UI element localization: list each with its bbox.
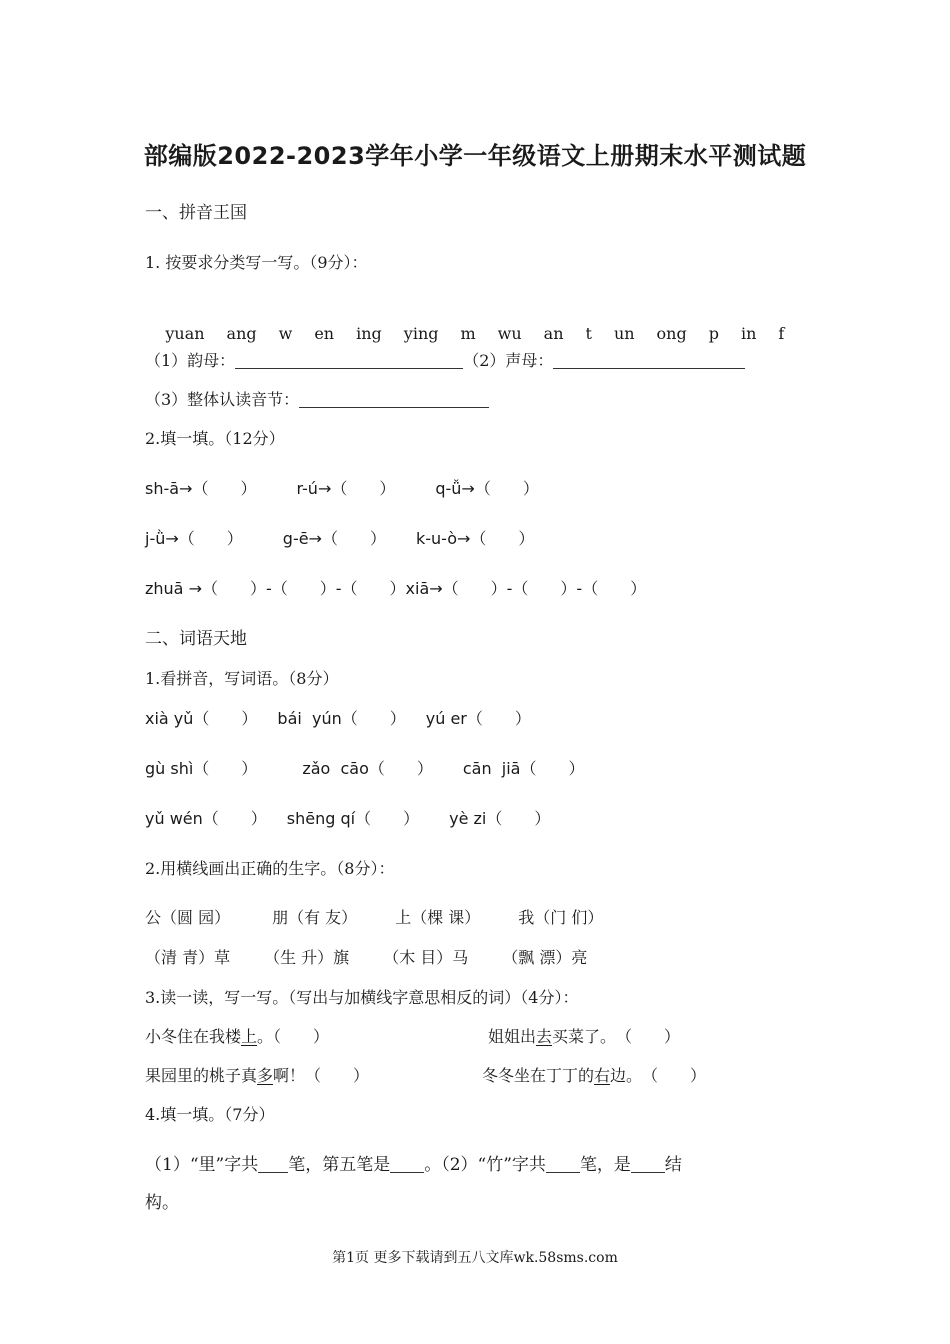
word-item: gù shì（ ） bbox=[145, 759, 258, 778]
question-prompt: 4.填一填。（7分） bbox=[145, 1105, 275, 1124]
pinyin-item: yuan bbox=[165, 324, 205, 343]
char-choice-row bbox=[145, 947, 587, 969]
char-choice[interactable]: 公（圆 园） bbox=[145, 908, 231, 927]
antonym-item bbox=[488, 1026, 680, 1048]
fill-item: sh-ā→（ ） bbox=[145, 479, 257, 498]
word-row bbox=[145, 708, 531, 730]
pinyin-item: un bbox=[613, 324, 635, 343]
pinyin-item: t bbox=[585, 324, 592, 343]
pinyin-item: en bbox=[314, 324, 335, 343]
pinyin-item: an bbox=[543, 324, 564, 343]
char-choice[interactable]: 朋（有 友） bbox=[272, 908, 358, 927]
pinyin-item: f bbox=[778, 324, 785, 343]
sentence-text: 笔，是 bbox=[579, 1155, 631, 1175]
sentence-text: 结 bbox=[664, 1155, 682, 1175]
fill-item: j-ǜ→（ ） bbox=[145, 529, 243, 548]
word-item: xià yǔ（ ） bbox=[145, 709, 258, 728]
fifth-stroke-blank[interactable] bbox=[390, 1156, 424, 1173]
antonym-item bbox=[145, 1065, 369, 1087]
word-item: cān jiā（ ） bbox=[462, 759, 585, 778]
char-choice[interactable]: （清 青）草 bbox=[145, 948, 231, 967]
zhengti-label: （3）整体认读音节： bbox=[145, 390, 300, 409]
pinyin-item: in bbox=[740, 324, 757, 343]
section-heading-words: 二、词语天地 bbox=[145, 629, 247, 649]
fill-item: q-ǚ→（ ） bbox=[435, 479, 539, 498]
fill-item: k-u-ò→（ ） bbox=[415, 529, 535, 548]
char-choice[interactable]: （飘 漂）亮 bbox=[502, 948, 588, 967]
fill-item: g-ē→（ ） bbox=[282, 529, 386, 548]
sentence-text: 果园里的桃子真 bbox=[145, 1066, 258, 1085]
fill-item: r-ú→（ ） bbox=[296, 479, 396, 498]
antonym-item bbox=[482, 1065, 706, 1087]
underlined-char: 多 bbox=[257, 1066, 274, 1085]
antonym-item bbox=[145, 1026, 329, 1048]
shengmu-label: （2）声母： bbox=[463, 351, 554, 370]
question-prompt: 1. 按要求分类写一写。（9分）： bbox=[145, 253, 368, 272]
pinyin-item: ong bbox=[656, 324, 687, 343]
char-choice[interactable]: （生 升）旗 bbox=[264, 948, 350, 967]
structure-blank[interactable] bbox=[631, 1156, 665, 1173]
pinyin-item: w bbox=[278, 324, 293, 343]
stroke-count-blank[interactable] bbox=[258, 1156, 288, 1173]
fill-row: zhuā →（ ）-（ ）-（ ）xiā→（ ）-（ ）-（ ） bbox=[145, 579, 647, 598]
char-choice[interactable]: （木 目）马 bbox=[383, 948, 469, 967]
pinyin-item: m bbox=[460, 324, 476, 343]
page-title: 部编版2022-2023学年小学一年级语文上册期末水平测试题 bbox=[143, 142, 807, 170]
word-item: yǔ wén（ ） bbox=[145, 809, 267, 828]
question-prompt: 2.用横线画出正确的生字。（8分）： bbox=[145, 859, 395, 878]
sentence-text: 。（2）“竹”字共 bbox=[424, 1155, 546, 1175]
question-prompt: 3.读一读，写一写。（写出与加横线字意思相反的词）（4分）： bbox=[145, 988, 579, 1007]
word-item: shēng qí（ ） bbox=[286, 809, 420, 828]
stroke-count-blank-2[interactable] bbox=[546, 1156, 580, 1173]
underlined-char: 上 bbox=[241, 1027, 258, 1046]
word-row bbox=[145, 758, 585, 780]
question-prompt: 2.填一填。（12分） bbox=[145, 429, 285, 448]
pinyin-item: wu bbox=[497, 324, 522, 343]
sentence-text: 小冬住在我楼 bbox=[145, 1027, 242, 1046]
pinyin-item: p bbox=[708, 324, 719, 343]
pinyin-item: ying bbox=[403, 324, 439, 343]
shengmu-answer-blank[interactable] bbox=[553, 352, 745, 369]
answer-row-2 bbox=[145, 389, 489, 411]
word-row bbox=[145, 808, 550, 830]
char-choice[interactable]: 上（棵 课） bbox=[395, 908, 481, 927]
fill-stroke-row-cont: 构。 bbox=[145, 1193, 179, 1213]
answer-row-1 bbox=[145, 350, 745, 372]
sentence-text: 笔，第五笔是 bbox=[288, 1155, 391, 1175]
sentence-text: 啊！（ ） bbox=[273, 1066, 370, 1085]
sentence-text: 买菜了。 （ ） bbox=[552, 1027, 681, 1046]
section-heading-pinyin: 一、拼音王国 bbox=[145, 203, 247, 223]
page-footer: 第1页 更多下载请到五八文库wk.58sms.com bbox=[332, 1250, 618, 1266]
yunmu-label: （1）韵母： bbox=[145, 351, 236, 370]
sentence-text: 姐姐出 bbox=[488, 1027, 537, 1046]
sentence-text: 边。 （ ） bbox=[610, 1066, 707, 1085]
underlined-char: 去 bbox=[536, 1027, 553, 1046]
word-item: zǎo cāo（ ） bbox=[302, 759, 433, 778]
fill-row bbox=[145, 528, 534, 550]
pinyin-item: ang bbox=[226, 324, 257, 343]
word-item: yè zi（ ） bbox=[449, 809, 551, 828]
fill-row bbox=[145, 478, 539, 500]
pinyin-item: ing bbox=[356, 324, 382, 343]
underlined-char: 右 bbox=[594, 1066, 611, 1085]
fill-stroke-row bbox=[145, 1154, 682, 1176]
char-choice-row bbox=[145, 907, 603, 929]
word-item: yú er（ ） bbox=[425, 709, 531, 728]
sentence-text: （1）“里”字共 bbox=[145, 1155, 259, 1175]
sentence-text: 冬冬坐在丁丁的 bbox=[482, 1066, 595, 1085]
yunmu-answer-blank[interactable] bbox=[235, 352, 463, 369]
word-item: bái yún（ ） bbox=[277, 709, 406, 728]
question-prompt: 1.看拼音，写词语。（8分） bbox=[145, 669, 339, 688]
char-choice[interactable]: 我（门 们） bbox=[518, 908, 604, 927]
zhengti-answer-blank[interactable] bbox=[299, 391, 489, 408]
sentence-text: 。（ ） bbox=[257, 1027, 330, 1046]
